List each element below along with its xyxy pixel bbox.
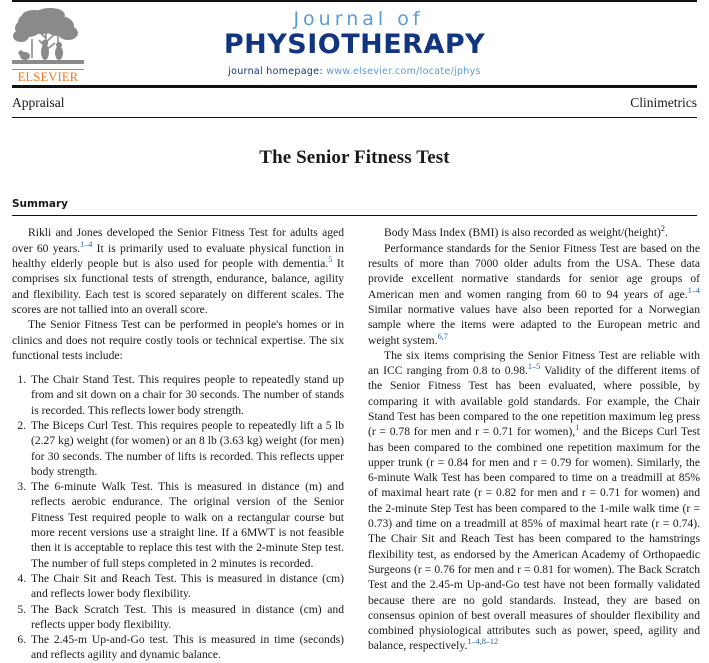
body-columns: [12, 224, 700, 662]
left-para-1-part-c: It comprises six functional tests of strength, endurance, balance, agility and flexibility. Each test is scored separately on different scales. The scores are not tallied into an overall score.: [12, 257, 344, 316]
right-para-3-part-c: and the Biceps Curl Test has been compared to the combined one repetition maximum for the upper trunk (r = 0.84 for men and r = 0.79 for women). Similarly, the 6-minute Walk Test has been compared to time on a treadmill at 85% of maximal heart rate (r = 0.82 for men and r = 0.71 for women) and the 2-minute Step Test has been compared to the 1-mile walk time (r = 0.73) and time on a treadmill at 85% of maximal heart rate (r = 0.74). The Chair Sit and Reach Test has been compared to the hamstrings flexibility test, as endorsed by the American Academy of Orthopaedic Surgeons (r = 0.76 for men and r = 0.81 for women). The Back Scratch Test and the 2.45-m Up-and-Go test have not been formally validated because there are no gold standards. Instead, they are based on consensus opinion of best overall measures of shoulder flexibility and combined physiological attributes such as power, speed, agility and balance, respectively.: [368, 425, 700, 653]
journal-name: PHYSIOTHERAPY: [223, 29, 486, 60]
homepage-label: journal homepage:: [228, 66, 323, 77]
reference-marker[interactable]: 1: [575, 423, 580, 433]
right-para-2-part-a: Performance standards for the Senior Fitness Test are based on the results of more than 7000 older adults from the USA. These data provide excellent normative standards for senior age groups of American men and women ranging from 60 to 94 years of age.: [368, 241, 700, 301]
reference-marker[interactable]: 1–4: [80, 239, 93, 249]
right-para-1-part-b: .: [665, 226, 668, 240]
functional-tests-list: [12, 372, 344, 663]
elsevier-wordmark: ELSEVIER: [12, 69, 84, 84]
list-item: 1. The Chair Stand Test. This requires people to repeatedly stand up from and sit down on a chair for 30 seconds. The number of stands is recorded. This reflects lower body strength.: [29, 372, 344, 418]
right-column: [368, 225, 700, 662]
right-para-3-part-a: The six items comprising the Senior Fitness Test are reliable with an ICC ranging from 0.8 to 0.98.: [368, 348, 700, 378]
reference-marker[interactable]: 1–5: [527, 362, 541, 372]
left-para-1-part-b: It is primarily used to evaluate physical function in healthy elderly people but is also used for people with dementia.: [12, 241, 344, 271]
right-para-3: [368, 348, 700, 654]
right-para-1: [368, 225, 700, 240]
journal-homepage: [12, 66, 697, 77]
summary-divider: [12, 215, 697, 216]
list-item: 6. The 2.45-m Up-and-Go test. This is measured in time (seconds) and reflects agility and dynamic balance.: [29, 632, 344, 663]
page-title: The Senior Fitness Test: [259, 146, 450, 168]
journal-masthead: [12, 0, 697, 88]
homepage-url-link[interactable]: www.elsevier.com/locate/jphys: [326, 66, 481, 77]
list-item: 2. The Biceps Curl Test. This requires people to repeatedly lift a 5 lb (2.27 kg) weight (for women) or an 8 lb (3.63 kg) weight (for men) for 30 seconds. The number of lifts is recorded. This reflects upper body strength.: [29, 418, 344, 479]
running-head-left: Appraisal: [12, 95, 65, 110]
exponent-marker: 2: [660, 224, 665, 234]
right-para-2: [368, 241, 700, 348]
journal-of-label: Journal of: [293, 8, 424, 30]
right-para-1-part-a: Body Mass Index (BMI) is also recorded as weight/(height): [384, 226, 661, 240]
running-head: [12, 88, 697, 118]
list-item: 5. The Back Scratch Test. This is measured in distance (cm) and reflects upper body flexibility.: [29, 602, 344, 633]
running-head-right: Clinimetrics: [630, 95, 697, 110]
left-para-1-part-a: Rikli and Jones developed the Senior Fitness Test for adults aged over 60 years.: [12, 226, 344, 255]
right-para-3-part-b: Validity of the different items of the Senior Fitness Test has been evaluated, where possible, by comparing it with available gold standards. For example, the Chair Stand Test has been compared to the one repetition maximum leg press (r = 0.78 for men and r = 0.71 for women),: [368, 364, 700, 439]
reference-marker[interactable]: 6,7: [437, 331, 448, 341]
left-column: [12, 225, 344, 662]
journal-title-block: [12, 8, 697, 77]
list-item: 4. The Chair Sit and Reach Test. This is measured in distance (cm) and reflects lower body flexibility.: [29, 571, 344, 602]
reference-marker[interactable]: 1–4: [687, 285, 700, 295]
list-item: 3. The 6-minute Walk Test. This is measured in distance (m) and reflects aerobic endurance. The original version of the Senior Fitness Test required people to walk on a rectangular course but more recent versions use a straight line. If a 6MWT is not feasible then it is acceptable to replace this test with the 2-minute Step test. The number of full steps completed in 2 minutes is recorded.: [29, 479, 344, 571]
right-para-2-part-b: Similar normative values have also been reported for a Norwegian sample where the items were adapted to the European metric and weight system.: [368, 302, 700, 347]
left-para-1: [12, 225, 344, 317]
reference-marker[interactable]: 1–4,8–12: [467, 637, 499, 647]
left-para-2: The Senior Fitness Test can be performed in people's homes or in clinics and does not require costly tools or technical expertise. The six functional tests include:: [12, 318, 344, 362]
section-heading-summary: Summary: [12, 198, 69, 211]
reference-marker[interactable]: 5: [328, 255, 333, 265]
